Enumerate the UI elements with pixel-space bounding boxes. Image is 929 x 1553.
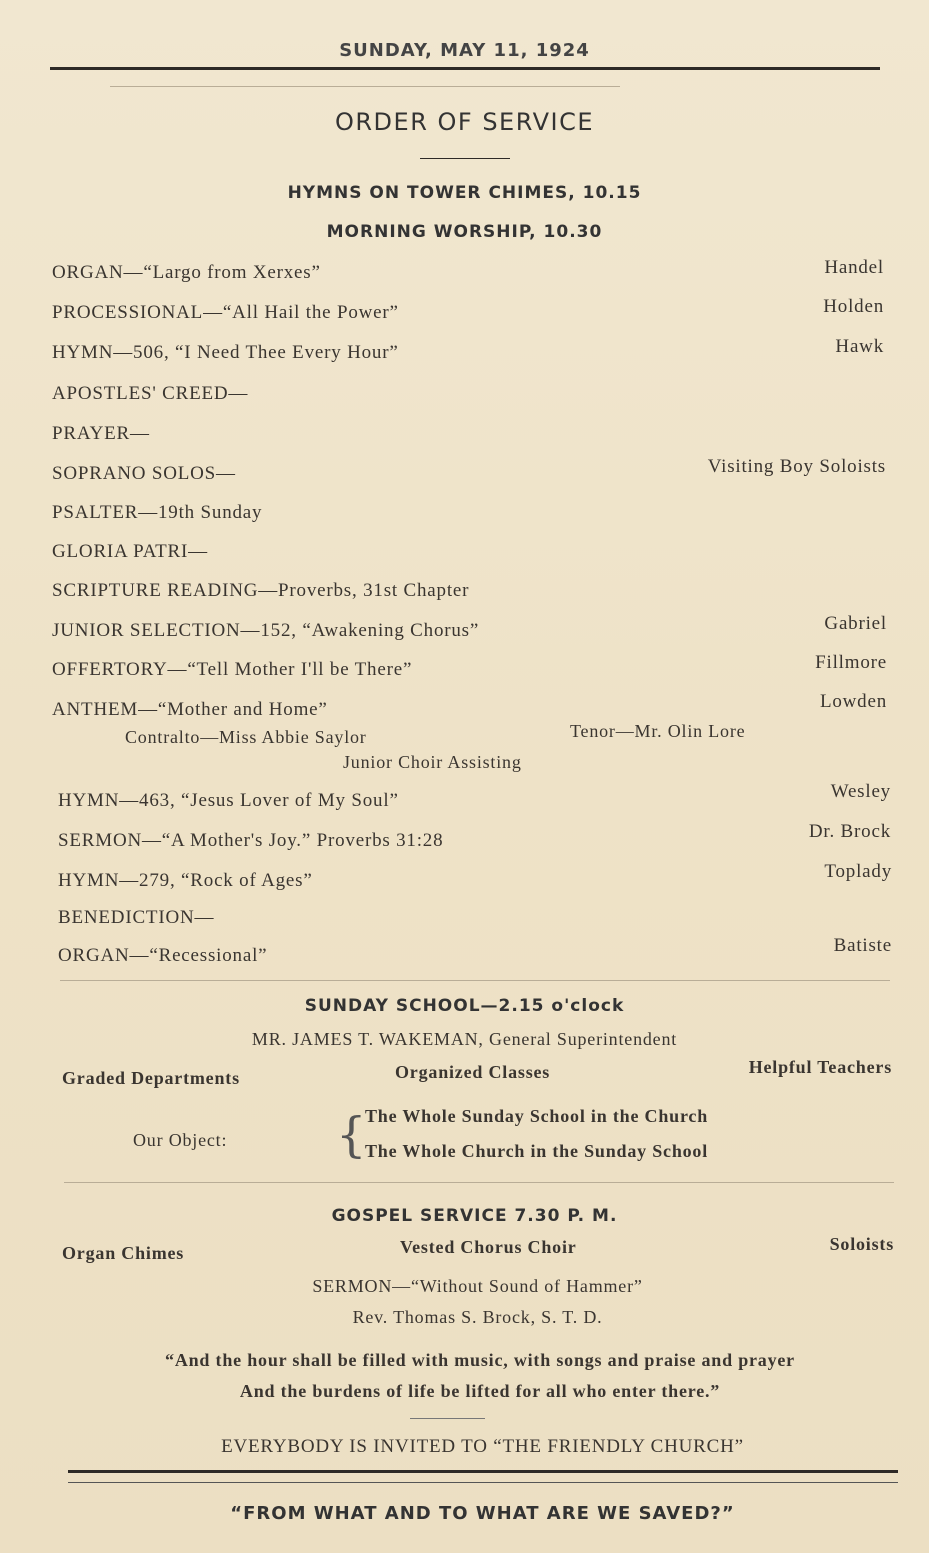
program-item: JUNIOR SELECTION—152, “Awakening Chorus” [52,620,480,641]
object-line: The Whole Church in the Sunday School [365,1141,709,1161]
anthem-contralto: Contralto—Miss Abbie Saylor [125,727,367,747]
program-credit: Holden [823,296,884,317]
top-rule [50,67,880,70]
program-credit: Lowden [819,691,887,712]
sunday-school-feature: Organized Classes [395,1062,551,1082]
program-item: ORGAN—“Largo from Xerxes” [52,262,321,283]
program-item: HYMN—463, “Jesus Lover of My Soul” [58,790,399,811]
anthem-junior-choir: Junior Choir Assisting [343,752,522,772]
program-item: ANTHEM—“Mother and Home” [52,699,328,720]
invitation: EVERYBODY IS INVITED TO “THE FRIENDLY CHURCH” [221,1436,744,1457]
bottom-rule [68,1470,898,1473]
morning-worship-heading: MORNING WORSHIP, 10.30 [326,222,603,242]
chimes-heading: HYMNS ON TOWER CHIMES, 10.15 [287,183,642,203]
program-item: HYMN—279, “Rock of Ages” [58,870,313,891]
program-item: PSALTER—19th Sunday [52,502,263,523]
program-credit: Dr. Brock [808,821,891,842]
gospel-preacher: Rev. Thomas S. Brock, S. T. D. [352,1307,603,1327]
program-credit: Batiste [833,935,892,956]
footer-question: “FROM WHAT AND TO WHAT ARE WE SAVED?” [230,1503,735,1524]
program-item: SCRIPTURE READING—Proverbs, 31st Chapter [52,580,470,601]
sunday-school-heading: SUNDAY SCHOOL—2.15 o'clock [304,996,625,1016]
quote-rule [410,1418,485,1419]
quote-line: And the burdens of life be lifted for all who enter there.” [239,1381,721,1401]
sunday-school-feature: Graded Departments [62,1068,240,1088]
brace-icon: { [336,1107,367,1163]
gospel-feature: Vested Chorus Choir [400,1237,577,1257]
object-line: The Whole Sunday School in the Church [365,1106,709,1126]
program-item: SOPRANO SOLOS— [52,463,236,484]
program-credit: Wesley [830,781,891,802]
gospel-feature: Soloists [829,1234,894,1254]
anthem-tenor: Tenor—Mr. Olin Lore [570,721,746,741]
program-item: HYMN—506, “I Need Thee Every Hour” [52,342,399,363]
section-rule [64,1182,894,1183]
program-item: GLORIA PATRI— [52,541,208,562]
top-thin-rule [110,86,620,87]
program-credit: Hawk [835,336,884,357]
gospel-service-heading: GOSPEL SERVICE 7.30 P. M. [331,1206,618,1226]
program-item: BENEDICTION— [58,907,215,928]
program-credit: Gabriel [824,613,887,634]
service-date: SUNDAY, MAY 11, 1924 [339,40,590,61]
sunday-school-feature: Helpful Teachers [748,1057,892,1077]
program-item: ORGAN—“Recessional” [58,945,268,966]
superintendent: MR. JAMES T. WAKEMAN, General Superintendent [251,1029,678,1049]
quote-line: “And the hour shall be filled with music, with songs and praise and prayer [165,1350,795,1370]
program-credit: Fillmore [815,652,887,673]
bottom-thin-rule [68,1482,898,1483]
gospel-sermon: SERMON—“Without Sound of Hammer” [312,1276,643,1296]
program-item: APOSTLES' CREED— [52,383,249,404]
program-item: OFFERTORY—“Tell Mother I'll be There” [52,659,413,680]
gospel-feature: Organ Chimes [62,1243,185,1263]
program-credit: Toplady [824,861,892,882]
section-rule [60,980,890,981]
page-title: ORDER OF SERVICE [334,108,595,136]
program-item: PROCESSIONAL—“All Hail the Power” [52,302,399,323]
program-credit: Visiting Boy Soloists [707,456,886,477]
program-credit: Handel [824,257,884,278]
object-label: Our Object: [133,1130,228,1150]
program-item: PRAYER— [52,423,150,444]
title-underline [420,158,510,159]
program-item: SERMON—“A Mother's Joy.” Proverbs 31:28 [58,830,444,851]
